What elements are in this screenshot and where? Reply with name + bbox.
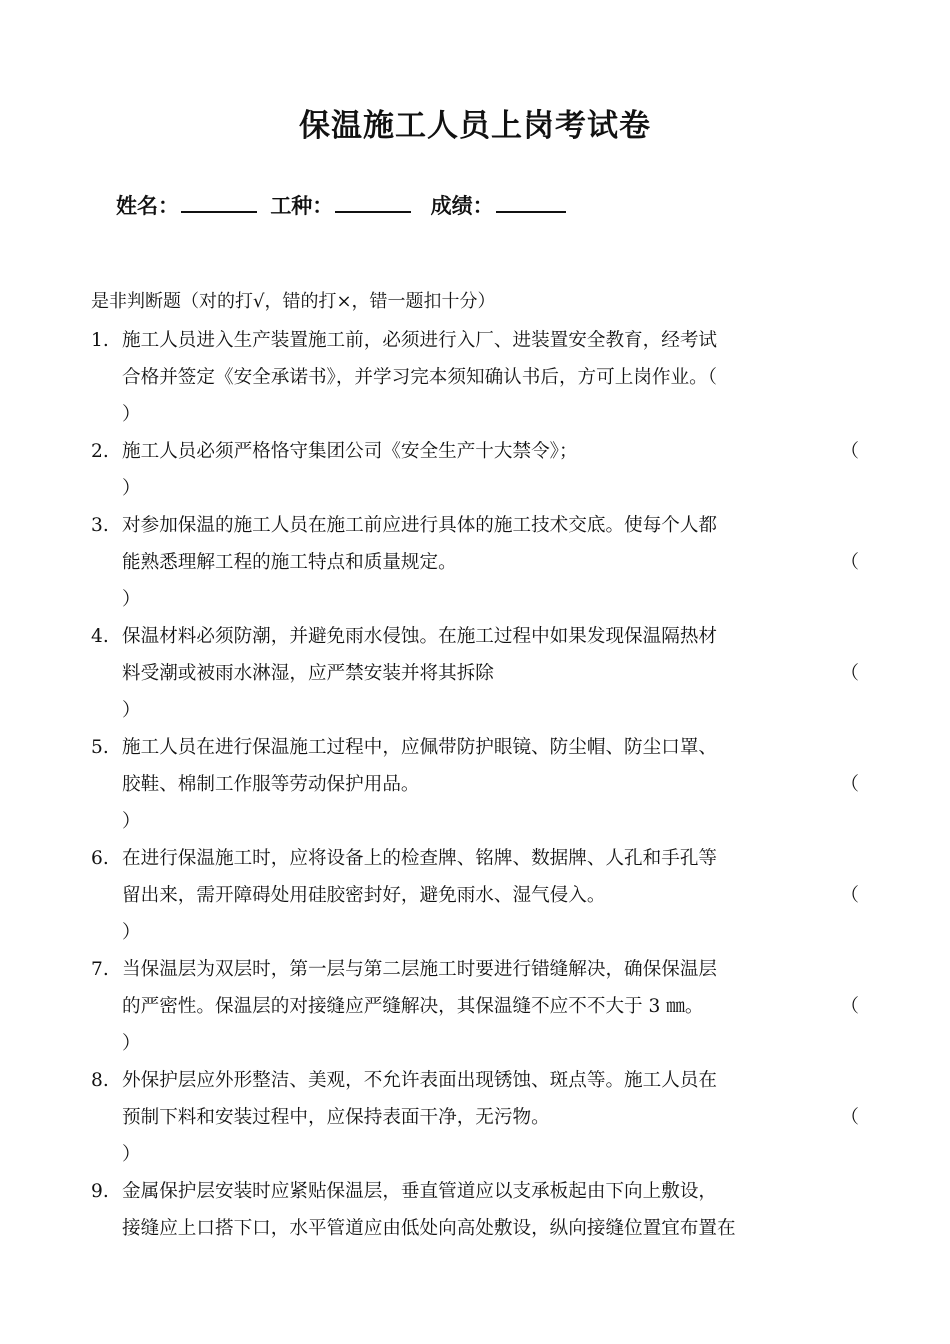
answer-bracket-close[interactable]: ） bbox=[122, 1033, 141, 1054]
question-item bbox=[91, 729, 859, 840]
question-line: 留出来，需开障碍处用硅胶密封好，避免雨水、湿气侵入。 bbox=[122, 885, 606, 906]
score-blank[interactable] bbox=[496, 193, 566, 213]
question-line: 预制下料和安装过程中，应保持表面干净，无污物。 bbox=[122, 1107, 550, 1128]
question-line-wrap bbox=[122, 877, 859, 914]
trade-blank[interactable] bbox=[335, 193, 411, 213]
question-line-wrap bbox=[122, 655, 859, 692]
question-line-wrap bbox=[122, 433, 859, 470]
question-number: 6. bbox=[91, 848, 109, 869]
question-item bbox=[91, 618, 859, 729]
question-line: 胶鞋、棉制工作服等劳动保护用品。 bbox=[122, 774, 420, 795]
answer-bracket-open[interactable]: （ bbox=[840, 774, 859, 795]
question-line-wrap bbox=[122, 1099, 859, 1136]
answer-bracket-close[interactable]: ） bbox=[122, 404, 141, 425]
question-line: 施工人员必须严格恪守集团公司《安全生产十大禁令》； bbox=[122, 441, 578, 462]
question-line: 外保护层应外形整洁、美观，不允许表面出现锈蚀、斑点等。施工人员在 bbox=[122, 1070, 718, 1091]
question-line: 当保温层为双层时，第一层与第二层施工时要进行错缝解决，确保保温层 bbox=[122, 959, 718, 980]
exam-info-row bbox=[116, 188, 566, 224]
question-number: 7. bbox=[91, 959, 109, 980]
score-label: 成绩： bbox=[430, 194, 494, 218]
answer-bracket-close[interactable]: ） bbox=[122, 1144, 141, 1165]
answer-bracket-open[interactable]: （ bbox=[840, 441, 859, 462]
question-number: 1. bbox=[91, 330, 109, 351]
question-item bbox=[91, 840, 859, 951]
trade-label: 工种： bbox=[270, 194, 334, 218]
question-line: 能熟悉理解工程的施工特点和质量规定。 bbox=[122, 552, 457, 573]
question-line-wrap bbox=[122, 544, 859, 581]
answer-bracket-close[interactable]: ） bbox=[122, 700, 141, 721]
question-item bbox=[91, 1173, 859, 1247]
question-line: 料受潮或被雨水淋湿，应严禁安装并将其拆除 bbox=[122, 663, 494, 684]
question-number: 9. bbox=[91, 1181, 109, 1202]
question-line-wrap bbox=[122, 988, 859, 1025]
question-number: 5. bbox=[91, 737, 109, 758]
question-line: 对参加保温的施工人员在施工前应进行具体的施工技术交底。使每个人都 bbox=[122, 515, 718, 536]
page-title: 保温施工人员上岗考试卷 bbox=[299, 108, 651, 144]
question-number: 3. bbox=[91, 515, 109, 536]
question-line: 的严密性。保温层的对接缝应严缝解决，其保温缝不应不不大于 3 ㎜。 bbox=[122, 996, 704, 1017]
answer-bracket-close[interactable]: ） bbox=[122, 478, 141, 499]
question-item bbox=[91, 507, 859, 618]
question-item bbox=[91, 951, 859, 1062]
answer-bracket-close[interactable]: ） bbox=[122, 589, 141, 610]
answer-bracket-open[interactable]: （ bbox=[840, 1107, 859, 1128]
question-number: 4. bbox=[91, 626, 109, 647]
question-line: 金属保护层安装时应紧贴保温层，垂直管道应以支承板起由下向上敷设， bbox=[122, 1181, 718, 1202]
question-line-wrap bbox=[122, 766, 859, 803]
question-list bbox=[91, 322, 859, 1247]
question-line: 施工人员在进行保温施工过程中，应佩带防护眼镜、防尘帽、防尘口罩、 bbox=[122, 737, 718, 758]
question-item bbox=[91, 433, 859, 507]
question-item bbox=[91, 322, 859, 433]
answer-bracket-open[interactable]: （ bbox=[840, 663, 859, 684]
answer-bracket-open[interactable]: （ bbox=[840, 996, 859, 1017]
answer-bracket-open[interactable]: （ bbox=[840, 885, 859, 906]
name-label: 姓名： bbox=[116, 194, 179, 218]
question-line: 保温材料必须防潮，并避免雨水侵蚀。在施工过程中如果发现保温隔热材 bbox=[122, 626, 718, 647]
question-line: 在进行保温施工时，应将设备上的检查牌、铭牌、数据牌、人孔和手孔等 bbox=[122, 848, 718, 869]
answer-bracket-open[interactable]: （ bbox=[840, 552, 859, 573]
answer-bracket-close[interactable]: ） bbox=[122, 811, 141, 832]
question-line: 接缝应上口搭下口，水平管道应由低处向高处敷设，纵向接缝位置宜布置在 bbox=[122, 1218, 736, 1239]
section-intro: 是非判断题（对的打√，错的打×，错一题扣十分） bbox=[91, 291, 496, 312]
question-line: 施工人员进入生产装置施工前，必须进行入厂、进装置安全教育，经考试 bbox=[122, 330, 718, 351]
question-line: 合格并签定《安全承诺书》，并学习完本须知确认书后，方可上岗作业。（ bbox=[122, 367, 717, 388]
name-blank[interactable] bbox=[181, 193, 257, 213]
question-number: 2. bbox=[91, 441, 109, 462]
question-number: 8. bbox=[91, 1070, 109, 1091]
question-item bbox=[91, 1062, 859, 1173]
answer-bracket-close[interactable]: ） bbox=[122, 922, 141, 943]
